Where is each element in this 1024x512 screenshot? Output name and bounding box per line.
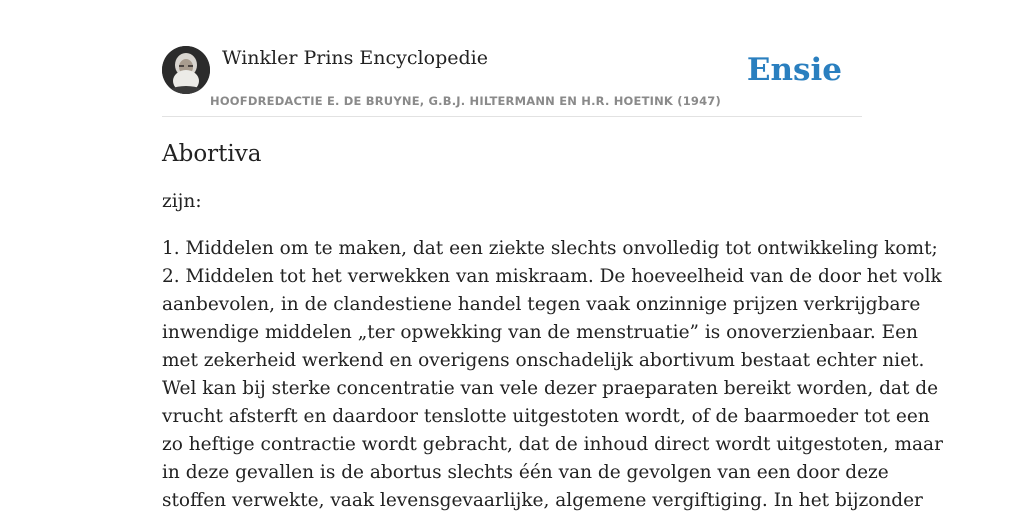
- body-line: 1. Middelen om te maken, dat een ziekte slechts onvolledig tot ontwikkeling komt;: [162, 238, 938, 259]
- article-intro: zijn:: [162, 191, 202, 212]
- body-line: Wel kan bij sterke concentratie van vele dezer praeparaten bereikt worden, dat de: [162, 378, 939, 399]
- body-line: 2. Middelen tot het verwekken van miskraam. De hoeveelheid van de door het volk: [162, 266, 942, 287]
- body-line: stoffen verwekte, vaak levensgevaarlijke, algemene vergiftiging. In het bijzonder: [162, 490, 923, 511]
- article-title: Abortiva: [162, 141, 262, 167]
- body-line: aanbevolen, in de clandestiene handel tegen vaak onzinnige prijzen verkrijgbare: [162, 294, 921, 315]
- body-line: vrucht afsterft en daardoor tenslotte uitgestoten wordt, of de baarmoeder tot een: [162, 406, 930, 427]
- body-line: zo heftige contractie wordt gebracht, dat de inhoud direct wordt uitgestoten, maar: [162, 434, 943, 455]
- article: [162, 138, 943, 512]
- publication-title[interactable]: Winkler Prins Encyclopedie: [222, 47, 488, 69]
- editors-line: HOOFDREDACTIE E. DE BRUYNE, G.B.J. HILTERMANN EN H.R. HOETINK (1947): [210, 94, 721, 108]
- avatar: [162, 46, 210, 94]
- portrait-icon: [162, 46, 210, 94]
- brand-logo[interactable]: Ensie: [746, 52, 842, 88]
- article-body: [162, 235, 943, 512]
- body-line: met zekerheid werkend en overigens onschadelijk abortivum bestaat echter niet.: [162, 350, 925, 371]
- body-line: inwendige middelen „ter opwekking van de menstruatie” is onoverzienbaar. Een: [162, 322, 918, 343]
- site-header: [162, 46, 862, 117]
- body-line: in deze gevallen is de abortus slechts één van de gevolgen van een door deze: [162, 462, 889, 483]
